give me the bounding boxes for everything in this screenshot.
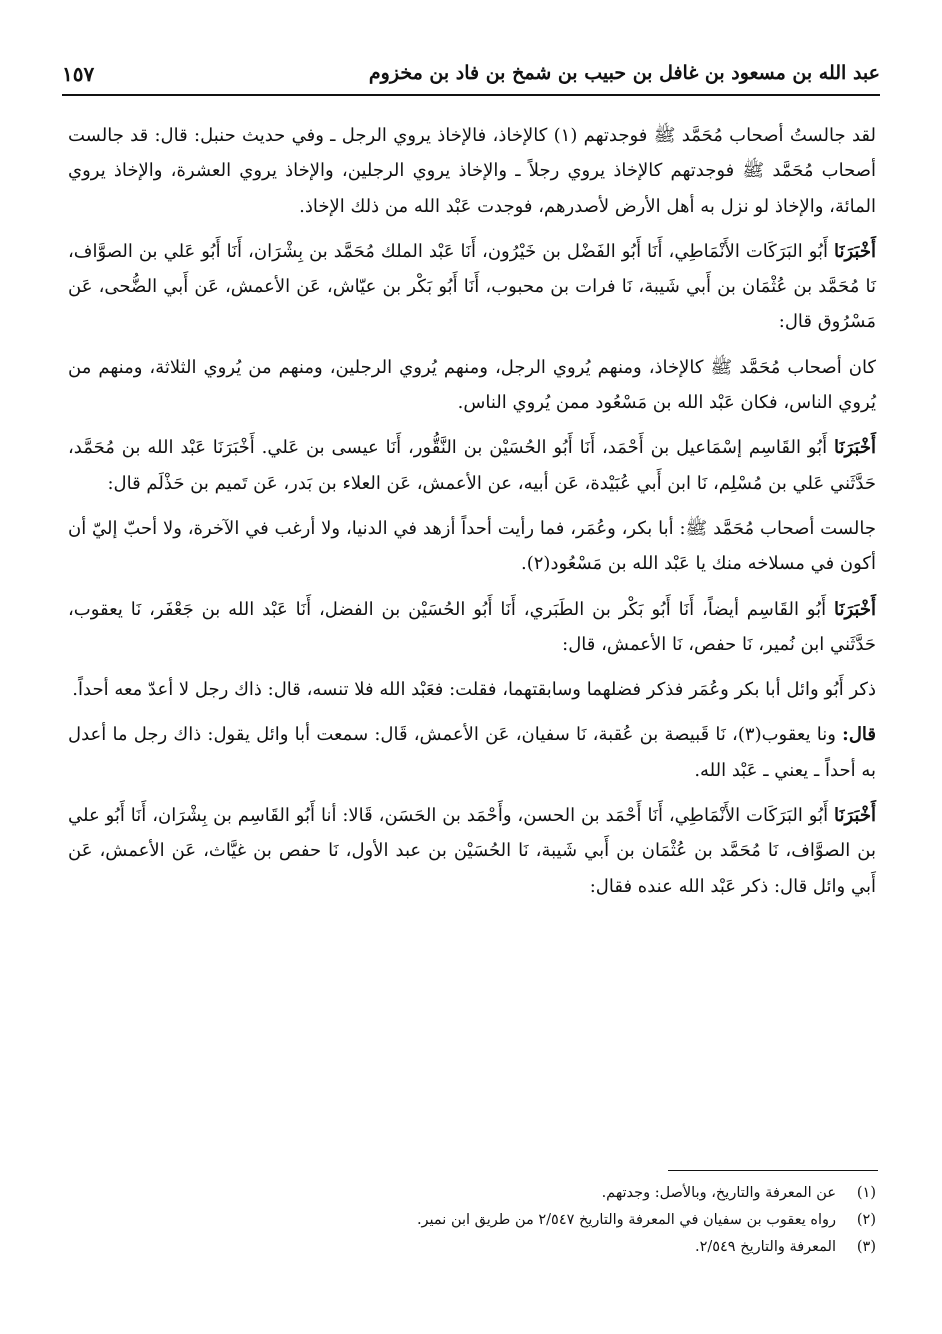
running-header xyxy=(62,58,880,96)
footnotes xyxy=(68,1180,876,1261)
footnote-3 xyxy=(68,1234,876,1261)
paragraph-text: ونا يعقوب(٣)، نَا قَبيصة بن عُقبة، نَا سفيان، عَن الأعمش، قَال: سمعت أبا وائل يقول: ذاك رجل ما أعدل به أحداً ـ يعني ـ عَبْد الله. xyxy=(68,724,876,781)
paragraph-8 xyxy=(68,717,876,788)
header-title: عبد الله بن مسعود بن غافل بن حبيب بن شمخ بن فاد بن مخزوم xyxy=(368,62,880,84)
footnote-text: رواه يعقوب بن سفيان في المعرفة والتاريخ ٢/٥٤٧ من طريق ابن نمير. xyxy=(416,1212,836,1228)
paragraph-1 xyxy=(68,118,876,224)
paragraph-text: أَبُو القَاسِم إسْمَاعيل بن أَحْمَد، أَنَا أَبُو الحُسَيْن بن النَّقُّور، أَنَا عيسى بن عَلي. أَخْبَرَنَا عَبْد الله بن مُحَمَّد، حَدَّثَني عَلي بن مُسْلِم، نَا ابن أَبي عُبَيْدة، عَن أبيه، عن الأعمش، عَن العلاء بن بَدر، عَن تَميم بن حَذْلَم قال: xyxy=(68,437,876,494)
footnote-number: (١) xyxy=(856,1185,876,1201)
page-number: ١٥٧ xyxy=(62,62,95,86)
paragraph-text: ذكر أَبُو وائل أبا بكر وعُمَر فذكر فضلهما وسابقتهما، فقلت: فعَبْد الله فلا تنسه، قال: ذاك رجل لا أعدّ معه أحداً. xyxy=(72,679,876,701)
footnote-1 xyxy=(68,1180,876,1207)
paragraph-lead: قال: xyxy=(842,724,876,746)
paragraph-text: أَبُو البَرَكَات الأَنْمَاطِي، أَنَا أَبُو الفَضْل بن خَيْرُون، أَنَا عَبْد الملك مُحَمَّد بن بِشْرَان، أَنَا أَبُو عَلي بن الصوَّاف، نَا مُحَمَّد بن عُثْمَان بن أَبي شَيبة، نَا فرات بن محبوب، أَنَا أَبُو بَكْر بن عيّاش، عَن الأعمش، عَن أَبي الضُّحى، عَن مَسْرُوق قال: xyxy=(68,240,876,333)
paragraph-2 xyxy=(68,234,876,340)
paragraph-3 xyxy=(68,350,876,421)
paragraph-4 xyxy=(68,430,876,501)
footnote-text: المعرفة والتاريخ ٢/٥٤٩. xyxy=(694,1239,836,1255)
paragraph-lead: أَخْبَرَنَا xyxy=(834,598,876,620)
paragraph-text: كان أصحاب مُحَمَّد ﷺ كالإخاذ، ومنهم يُروي الرجل، ومنهم يُروي الرجلين، ومنهم من يُروي الثلاثة، ومنهم من يُروي الناس، فكان عَبْد الله بن مَسْعُود ممن يُروي الناس. xyxy=(68,356,876,414)
paragraph-6 xyxy=(68,592,876,663)
footnote-text: عن المعرفة والتاريخ، وبالأصل: وجدتهم. xyxy=(601,1185,836,1201)
paragraph-text: لقد جالستُ أصحاب مُحَمَّد ﷺ فوجدتهم (١) كالإخاذ، فالإخاذ يروي الرجل ـ وفي حديث حنبل: قال: قد جالست أصحاب مُحَمَّد ﷺ فوجدتهم كالإخاذ يروي رجلاً ـ والإخاذ يروي الرجلين، والإخاذ يروي العشرة، والإخاذ يروي المائة، والإخاذ لو نزل به أهل الأرض لأصدرهم، فوجدت عَبْد الله من ذلك الإخاذ. xyxy=(68,125,876,217)
paragraph-lead: أَخْبَرَنَا xyxy=(834,240,876,262)
footnote-2 xyxy=(68,1207,876,1234)
footnote-divider xyxy=(668,1170,878,1171)
paragraph-text: جالست أصحاب مُحَمَّد ﷺ: أبا بكر، وعُمَر، فما رأيت أحداً أزهد في الدنيا، ولا أرغب في الآخرة، ولا أحبّ إليّ أن أكون في مسلاخه منك يا عَبْد الله بن مَسْعُود(٢). xyxy=(68,517,876,575)
footnote-number: (٢) xyxy=(856,1212,876,1228)
main-text xyxy=(68,118,876,914)
footnote-number: (٣) xyxy=(856,1239,876,1255)
paragraph-text: أَبُو البَرَكَات الأَنْمَاطِي، أَنَا أَحْمَد بن الحسن، وأَحْمَد بن الحَسَن، قَالا: أنا أَبُو القَاسِم بن بِشْرَان، أَنَا أَبُو علي بن الصوَّاف، نَا مُحَمَّد بن عُثْمَان بن أَبي شَيبة، نَا الحُسَيْن بن عبد الأول، نَا حفص بن غيَّاث، عَن الأعمش، عَن أَبي وائل قال: ذكر عَبْد الله عنده فقال: xyxy=(68,805,876,897)
paragraph-lead: أَخْبَرَنَا xyxy=(834,805,876,827)
paragraph-9 xyxy=(68,798,876,904)
paragraph-5 xyxy=(68,511,876,582)
paragraph-text: أَبُو القَاسِم أيضاً، أَنَا أَبُو بَكْر بن الطَبَري، أَنَا أَبُو الحُسَيْن بن الفضل، أَنَا عَبْد الله بن جَعْفَر، نَا يعقوب، حَدَّثَني ابن نُمير، نَا حفص، نَا الأعمش، قال: xyxy=(68,598,876,655)
paragraph-lead: أَخْبَرَنَا xyxy=(834,437,876,459)
paragraph-7 xyxy=(68,672,876,707)
